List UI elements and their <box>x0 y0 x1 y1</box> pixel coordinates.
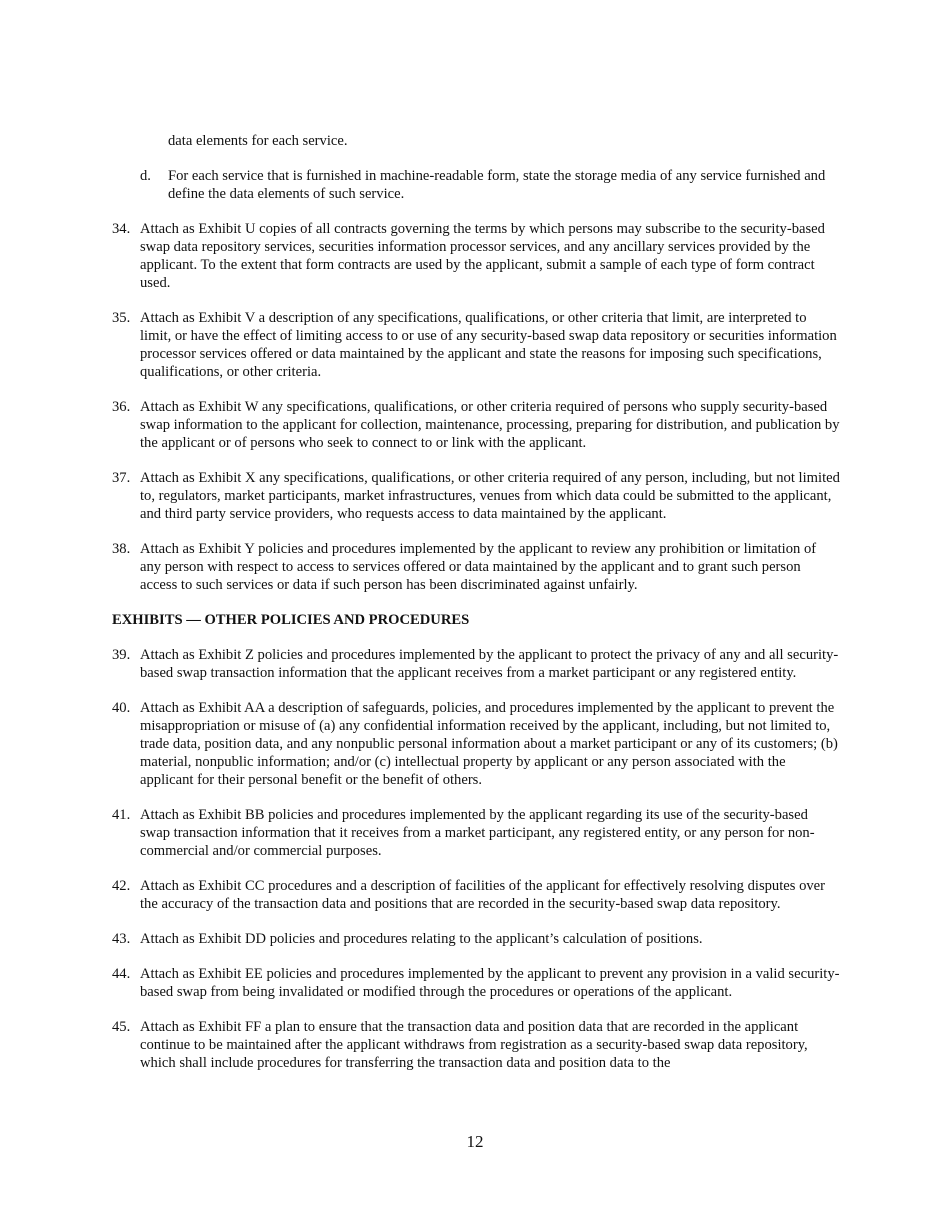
item-text: Attach as Exhibit FF a plan to ensure that the transaction data and position data that are recorded in the applicant continue to be maintained after the applicant withdraws from registration as a security-based swap data repository, which shall include procedures for transferring the transaction data and position data to the <box>140 1019 808 1071</box>
list-item-42 <box>112 877 840 913</box>
subitem-text: For each service that is furnished in machine-readable form, state the storage media of any service furnished and define the data elements of such service. <box>168 168 826 202</box>
continuation-paragraph: data elements for each service. <box>168 133 348 149</box>
item-text: Attach as Exhibit DD policies and procedures relating to the applicant’s calculation of positions. <box>140 931 703 947</box>
list-item-36 <box>112 398 840 452</box>
item-number: 35. <box>112 310 131 326</box>
subitem-label: d. <box>140 168 151 184</box>
item-number: 36. <box>112 399 131 415</box>
item-text: Attach as Exhibit U copies of all contracts governing the terms by which persons may subscribe to the security-based swap data repository services, securities information processor services, and any ancillary services provided by the applicant. To the extent that form contracts are used by the applicant, submit a sample of each type of form contract used. <box>140 221 825 291</box>
item-text: Attach as Exhibit AA a description of safeguards, policies, and procedures implemented by the applicant to prevent the misappropriation or misuse of (a) any confidential information received by the applicant, including, but not limited to, trade data, position data, and any nonpublic personal information about a market participant or any of its customers; (b) material, nonpublic information; and/or (c) intellectual property by applicant or any person associated with the applicant for their personal benefit or the benefit of others. <box>140 700 838 788</box>
item-text: Attach as Exhibit CC procedures and a description of facilities of the applicant for effectively resolving disputes over the accuracy of the transaction data and positions that are recorded in the security-based swap data repository. <box>140 878 826 912</box>
list-item-41 <box>112 806 840 860</box>
page-number: 12 <box>466 1132 484 1151</box>
item-number: 39. <box>112 647 131 663</box>
list-item-37 <box>112 469 840 523</box>
item-text: Attach as Exhibit Y policies and procedures implemented by the applicant to review any prohibition or limitation of any person with respect to access to services offered or data maintained by the applicant and to grant such person access to such services or data if such person has been discriminated against unfairly. <box>140 541 817 593</box>
item-number: 43. <box>112 931 131 947</box>
list-item-44 <box>112 965 840 1001</box>
item-text: Attach as Exhibit EE policies and procedures implemented by the applicant to prevent any provision in a valid security-based swap from being invalidated or modified through the procedures or operations of the applicant. <box>140 966 840 1000</box>
item-number: 40. <box>112 700 131 716</box>
page-content <box>112 132 840 1089</box>
list-item-35 <box>112 309 840 381</box>
item-text: Attach as Exhibit X any specifications, qualifications, or other criteria required of any person, including, but not limited to, regulators, market participants, market infrastructures, venues from which data could be submitted to the applicant, and third party service providers, who requests access to data maintained by the applicant. <box>140 470 840 522</box>
item-text: Attach as Exhibit BB policies and procedures implemented by the applicant regarding its use of the security-based swap transaction information that it receives from a market participant, any registered entity, or any person for non-commercial and/or commercial purposes. <box>140 807 815 859</box>
list-item-34 <box>112 220 840 292</box>
item-number: 44. <box>112 966 131 982</box>
item-number: 41. <box>112 807 131 823</box>
list-item-38 <box>112 540 840 594</box>
item-text: Attach as Exhibit V a description of any specifications, qualifications, or other criteria that limit, are interpreted to limit, or have the effect of limiting access to or use of any security-based swap data repository or securities information processor services offered or data maintained by the applicant and state the reasons for imposing such specifications, qualifications, or other criteria. <box>140 310 837 380</box>
list-item-45 <box>112 1018 840 1072</box>
list-item-39 <box>112 646 840 682</box>
subitem-d <box>140 167 840 203</box>
item-text: Attach as Exhibit W any specifications, qualifications, or other criteria required of persons who supply security-based swap information to the applicant for collection, maintenance, processing, preparing for distribution, and publication by the applicant or of persons who seek to connect to or link with the applicant. <box>140 399 840 451</box>
item-text: Attach as Exhibit Z policies and procedures implemented by the applicant to protect the privacy of any and all security-based swap transaction information that the applicant receives from a market participant or any registered entity. <box>140 647 839 681</box>
list-item-40 <box>112 699 840 789</box>
item-number: 38. <box>112 541 131 557</box>
item-number: 45. <box>112 1019 131 1035</box>
item-number: 34. <box>112 221 131 237</box>
item-number: 42. <box>112 878 131 894</box>
list-item-43 <box>112 930 840 948</box>
item-number: 37. <box>112 470 131 486</box>
section-heading: EXHIBITS — OTHER POLICIES AND PROCEDURES <box>112 612 470 628</box>
